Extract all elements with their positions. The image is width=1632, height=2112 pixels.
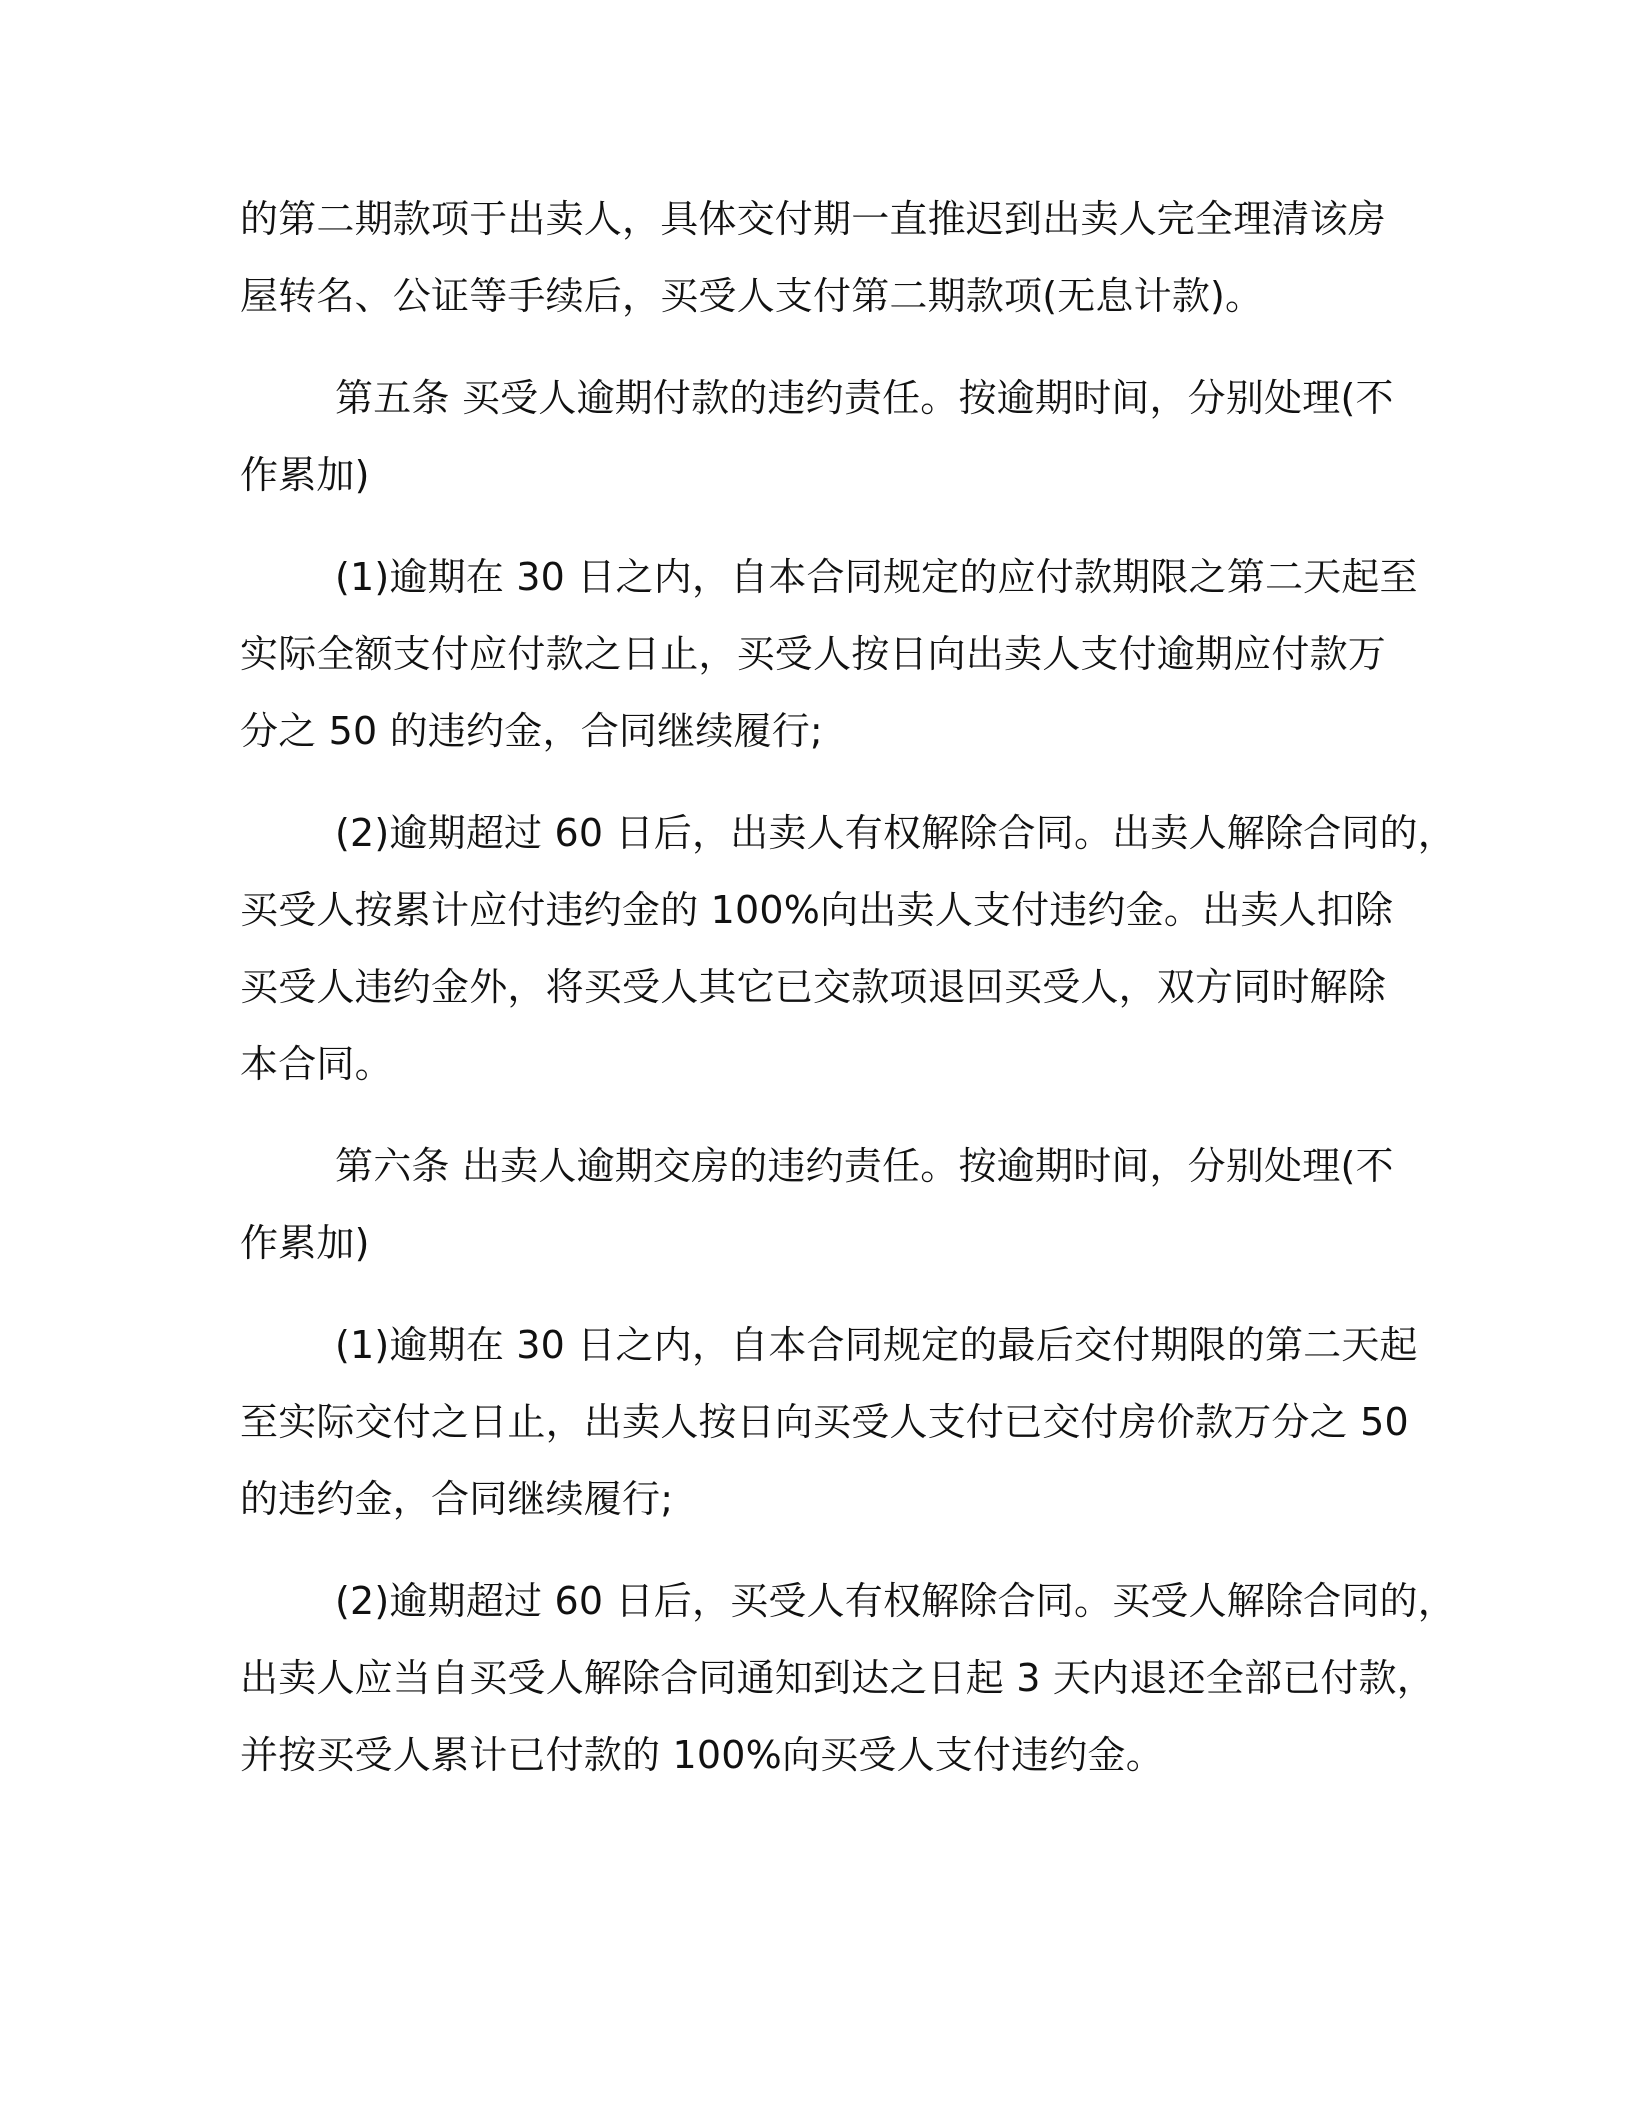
text-line: 本合同。	[240, 1042, 393, 1086]
article-six-heading: 第六条 出卖人逾期交房的违约责任。按逾期时间，分别处理(不	[335, 1144, 1394, 1188]
text-line: 作累加)	[240, 1221, 370, 1265]
text-line: 的第二期款项于出卖人，具体交付期一直推迟到出卖人完全理清该房	[240, 197, 1387, 241]
text-line: 的违约金，合同继续履行;	[240, 1477, 674, 1521]
text-line: 屋转名、公证等手续后，买受人支付第二期款项(无息计款)。	[240, 274, 1264, 318]
clause-5-2: (2)逾期超过 60 日后，出卖人有权解除合同。出卖人解除合同的，	[335, 811, 1456, 855]
text-line: 分之 50 的违约金，合同继续履行;	[240, 709, 823, 753]
text-line: 作累加)	[240, 453, 370, 497]
clause-6-1: (1)逾期在 30 日之内，自本合同规定的最后交付期限的第二天起	[335, 1323, 1418, 1367]
text-line: 并按买受人累计已付款的 100%向买受人支付违约金。	[240, 1733, 1164, 1777]
article-five-heading: 第五条 买受人逾期付款的违约责任。按逾期时间，分别处理(不	[335, 376, 1394, 420]
text-line: 买受人按累计应付违约金的 100%向出卖人支付违约金。出卖人扣除	[240, 888, 1394, 932]
text-line: 至实际交付之日止，出卖人按日向买受人支付已交付房价款万分之 50	[240, 1400, 1409, 1444]
text-line: 买受人违约金外，将买受人其它已交款项退回买受人，双方同时解除	[240, 965, 1387, 1009]
text-line: 实际全额支付应付款之日止，买受人按日向出卖人支付逾期应付款万	[240, 632, 1387, 676]
clause-6-2: (2)逾期超过 60 日后，买受人有权解除合同。买受人解除合同的，	[335, 1579, 1456, 1623]
text-line: 出卖人应当自买受人解除合同通知到达之日起 3 天内退还全部已付款，	[240, 1656, 1435, 1700]
clause-5-1: (1)逾期在 30 日之内，自本合同规定的应付款期限之第二天起至	[335, 555, 1418, 599]
